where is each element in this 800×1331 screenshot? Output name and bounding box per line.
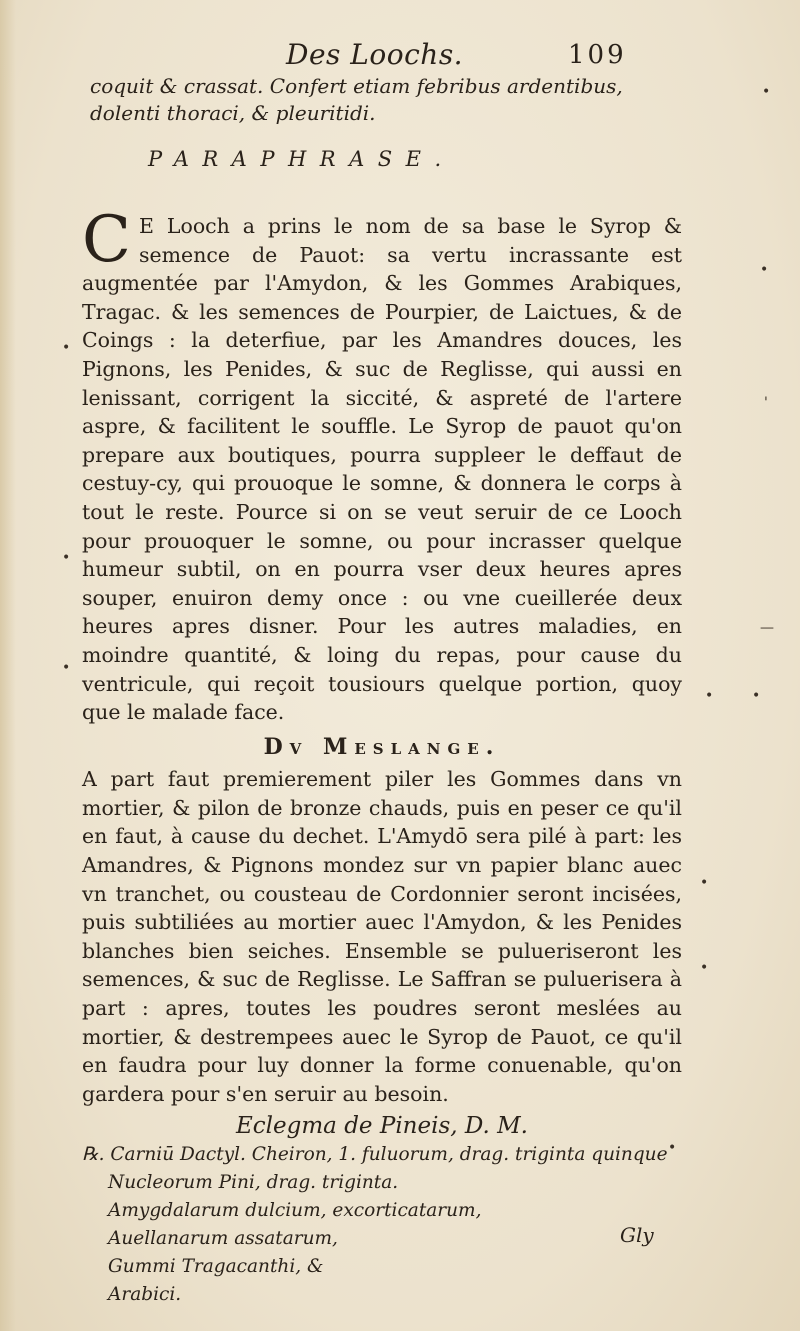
margin-mark: ' bbox=[764, 395, 768, 411]
recipe-title: Eclegma de Pineis, D. M. bbox=[236, 1113, 528, 1140]
page-header bbox=[0, 38, 800, 78]
intro-text: coquit & crassat. Confert etiam febribus ardentibus, dolenti thoraci, & pleuritidi. bbox=[90, 74, 623, 125]
body-text bbox=[82, 203, 682, 1309]
margin-mark: — bbox=[760, 620, 774, 636]
margin-mark: • bbox=[752, 688, 761, 704]
paraphrase-paragraph bbox=[82, 203, 682, 727]
recipe-line: Arabici. bbox=[108, 1284, 182, 1305]
recipe-line: ℞. Carniū Dactyl. Cheiron, 1. fuluorum, drag. triginta quinque bbox=[82, 1144, 668, 1165]
margin-mark: • bbox=[762, 84, 771, 100]
recipe-line: Gummi Tragacanthi, & bbox=[108, 1256, 324, 1277]
margin-mark: • bbox=[62, 340, 71, 356]
running-title: Des Loochs. bbox=[286, 38, 464, 71]
margin-mark: • bbox=[700, 875, 709, 891]
margin-mark: • bbox=[705, 688, 714, 704]
recipe-line: Amygdalarum dulcium, excorticatarum, bbox=[108, 1200, 482, 1221]
section-title: PARAPHRASE. bbox=[148, 147, 455, 171]
margin-mark: • bbox=[700, 960, 709, 976]
melange-paragraph: A part faut premierement piler les Gommes dans vn mortier, & pilon de bronze chauds, puis en peser ce qu'il en faut, à cause du dechet. L'Amydō sera pilé à part: les Amandres, & Pignons mondez sur vn papier blanc auec vn tranchet, ou cousteau de Cordonnier seront incisées, puis subtiliées au mortier auec l'Amydon, & les Penides blanches bien seiches. Ensemble se pulueriseront les semences, & suc de Reglisse. Le Saffran se puluerisera à part : apres, toutes les poudres seront meslées au mortier, & destrempees auec le Syrop de Pauot, ce qu'il en faudra pour luy donner la forme conuenable, qu'on gardera pour s'en seruir au besoin. bbox=[82, 767, 682, 1106]
melange-heading: Dv Meslange. bbox=[263, 733, 501, 760]
binding-shadow bbox=[0, 0, 16, 1331]
page-number: 109 bbox=[568, 40, 627, 70]
margin-mark: • bbox=[62, 660, 71, 676]
drop-cap: C bbox=[82, 203, 131, 277]
paraphrase-text: Looch a prins le nom de sa base le Syrop & semence de Pauot: sa vertu incrassante est augmentée par l'Amydon, & les Gommes Arabiques, Tragac. & les semences de Pourpier, de Laictues, & de Coings : la deterfiue, par les Amandres douces, les Pignons, les Penides, & suc de Reglisse, qui aussi en lenissant, corrigent la siccité, & aspreté de l'artere aspre, & facilitent le souffle. Le Syrop de pauot qu'on prepare aux boutiques, pourra suppleer le deffaut de cestuy-cy, qui prouoque le somne, & donnera le corps à tout le reste. Pource si on se veut seruir de ce Looch pour prouoquer le somne, ou pour incrasser quelque humeur subtil, on en pourra vser deux heures apres souper, enuiron demy once : ou vne cueillerée deux heures apres disner. Pour les autres maladies, en moindre quantité, & loing du repas, pour cause du ventricule, qui reçoit tousiours quelque portion, quoy que le malade face. bbox=[82, 214, 682, 725]
catchword: Gly bbox=[620, 1223, 654, 1247]
recipe-line: Auellanarum assatarum, bbox=[108, 1228, 338, 1249]
margin-mark: • bbox=[760, 262, 769, 278]
margin-mark: • bbox=[62, 550, 71, 566]
recipe-list bbox=[82, 1141, 682, 1309]
recipe-line: Nucleorum Pini, drag. triginta. bbox=[108, 1172, 399, 1193]
lead-letter: E bbox=[138, 214, 154, 238]
margin-mark: • bbox=[668, 1140, 677, 1156]
